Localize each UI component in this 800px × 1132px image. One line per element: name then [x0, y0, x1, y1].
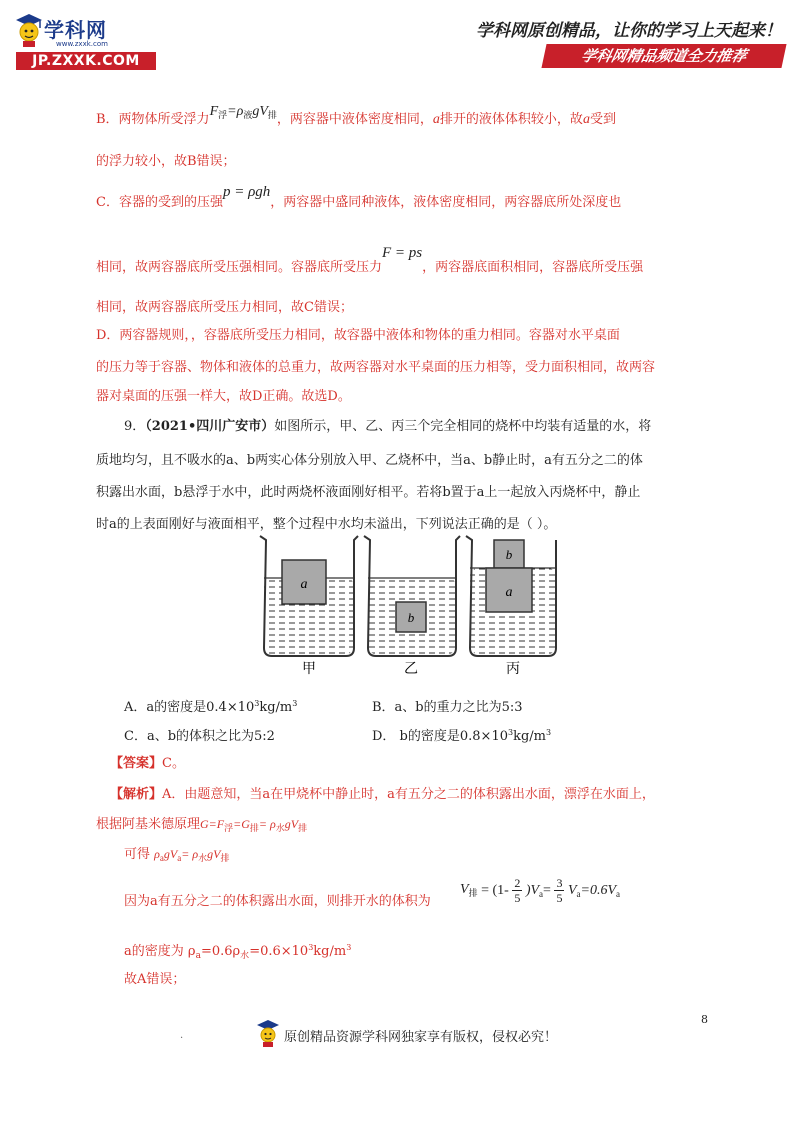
- analysis-d-line3: 器对桌面的压强一样大，故D正确。故选D。: [96, 389, 351, 404]
- formula-sub: 排: [468, 888, 478, 898]
- analysis-line5: [124, 940, 351, 961]
- analysis-line6: 故A错误；: [124, 972, 186, 987]
- block-a-label: a: [300, 577, 308, 592]
- unit: kg/m: [259, 700, 293, 715]
- formula-part: = ρ: [258, 817, 276, 831]
- text: B．两物体所受浮力: [96, 112, 210, 127]
- beaker-bing: [466, 536, 556, 677]
- analysis-c-line3: 相同，故两容器底所受压力相同，故C错误；: [96, 300, 353, 315]
- formula-sub: 水: [275, 823, 285, 833]
- formula-rho-sub: 液: [243, 110, 253, 120]
- beaker-yi-label: 乙: [404, 661, 418, 677]
- formula-sub: 排: [249, 823, 259, 833]
- logo-name: 学科网: [44, 18, 107, 42]
- question-number: 9．: [124, 419, 146, 434]
- answer-line: [110, 752, 185, 771]
- formula-v-sub: 排: [267, 110, 277, 120]
- analysis-c-line1: [96, 184, 622, 211]
- density-equation: [154, 847, 229, 861]
- question-line1: [124, 415, 651, 434]
- answer-value: C。: [162, 756, 185, 771]
- text: ，两容器中液体密度相同，: [276, 112, 433, 127]
- exponent: 3: [308, 943, 314, 952]
- text: 根据阿基米德原理: [96, 817, 201, 832]
- page-number: 8: [701, 1013, 708, 1026]
- formula-sub: a: [195, 951, 201, 961]
- exponent: 3: [254, 699, 260, 708]
- analysis-line1: [110, 783, 655, 802]
- footer-dot: .: [180, 1030, 184, 1041]
- text: C．容器的受到的压强: [96, 195, 223, 210]
- text: D． b的密度是0.8×10: [372, 729, 508, 744]
- footer-copyright: 原创精品资源学科网独家享有版权，侵权必究！: [284, 1030, 558, 1045]
- fraction-denominator: 5: [556, 891, 563, 905]
- fraction-numerator: 2: [514, 876, 521, 890]
- formula-sub: 浮: [224, 823, 234, 833]
- option-d: [372, 725, 551, 744]
- fraction-three-fifths: [554, 876, 564, 905]
- analysis-d-line2: 的压力等于容器、物体和液体的总重力，故两容器对水平桌面的压力相等，受力面积相同，故两容: [96, 360, 656, 375]
- formula-gv: gV: [252, 104, 268, 119]
- question-source: （2021•四川广安市）: [145, 419, 275, 434]
- formula-part: ρ: [232, 944, 241, 959]
- formula-part: =G: [233, 817, 250, 831]
- footer-mascot-icon: [256, 1018, 280, 1048]
- text: 相同，故两容器底所受压强相同。容器底所受压力: [96, 260, 383, 275]
- force-formula: F = ps: [382, 245, 423, 261]
- analysis-b-line2: 的浮力较小，故B错误；: [96, 154, 236, 169]
- formula-part: ρ: [187, 944, 196, 959]
- text: ，两容器中盛同种液体，液体密度相同，两容器底所处深度也: [270, 195, 622, 210]
- option-c: C．a、b的体积之比为5:2: [124, 729, 275, 744]
- formula-part: =0.6×10: [249, 944, 309, 959]
- formula-part: =0.6: [200, 944, 233, 959]
- answer-label: 【答案】: [110, 756, 163, 771]
- archimedes-formula: [200, 817, 307, 831]
- beaker-jia: [260, 536, 358, 677]
- analysis-b-line1: [96, 104, 616, 129]
- logo-banner: JP.ZXXK.COM: [16, 52, 156, 70]
- formula-part: G=F: [200, 817, 225, 831]
- formula-f-sub: 浮: [218, 110, 228, 120]
- analysis-d-line1: D．两容器规则，，容器底所受压力相同，故容器中液体和物体的重力相同。容器对水平桌面: [96, 328, 620, 343]
- formula-part: gV: [284, 817, 299, 831]
- block-b-label: b: [407, 610, 415, 625]
- block-b-label: b: [505, 547, 513, 562]
- beaker-yi: [364, 536, 460, 677]
- text: 如图所示，甲、乙、丙三个完全相同的烧杯中均装有适量的水，将: [274, 419, 652, 434]
- formula-sub: a: [616, 888, 620, 899]
- exponent: 3: [292, 699, 298, 708]
- logo-url: www.zxxk.com: [56, 40, 108, 48]
- exponent: 3: [546, 728, 552, 737]
- text: 受到: [589, 112, 616, 127]
- fraction-denominator: 5: [514, 891, 521, 905]
- formula-part: gV: [207, 847, 221, 861]
- formula-eq: =ρ: [227, 104, 244, 119]
- unit: kg/m: [313, 944, 347, 959]
- formula-part: )V: [525, 882, 540, 898]
- formula-sub: a: [539, 888, 544, 899]
- logo-mascot-icon: [14, 12, 44, 48]
- formula-sub: 排: [220, 853, 230, 863]
- formula-sub: a: [177, 853, 182, 863]
- beakers-figure: [258, 530, 558, 680]
- fraction-numerator: 3: [556, 876, 563, 890]
- text: 排开的液体体积较小，故: [439, 112, 583, 127]
- analysis-line2: [96, 813, 307, 834]
- formula-sub: 水: [198, 853, 208, 863]
- formula-sub: a: [576, 888, 581, 899]
- analysis-line4: 因为a有五分之二的体积露出水面，则排开水的体积为: [124, 894, 431, 909]
- text: ，两容器底面积相同，容器底所受压强: [422, 260, 644, 275]
- text: 可得: [124, 847, 151, 862]
- text: A．a的密度是0.4×10: [124, 700, 255, 715]
- formula-part: V: [460, 882, 469, 897]
- formula-part: = (1-: [481, 882, 509, 898]
- question-line2: 质地均匀，且不吸水的a、b两实心体分别放入甲、乙烧杯中，当a、b静止时，a有五分之二的体: [96, 453, 643, 468]
- exponent: 3: [346, 943, 352, 952]
- symbol-a: a: [582, 112, 590, 127]
- exponent: 3: [508, 728, 514, 737]
- unit: kg/m: [513, 729, 546, 744]
- formula-f: F: [209, 104, 219, 119]
- option-b: B．a、b的重力之比为5:3: [372, 700, 523, 715]
- buoyancy-formula: [210, 104, 277, 119]
- header-slogan: 学科网原创精品，让你的学习上天起来！: [476, 21, 782, 41]
- formula-sub: 水: [240, 951, 250, 961]
- beaker-bing-label: 丙: [506, 661, 520, 677]
- formula-sub: a: [159, 853, 164, 863]
- text: a的密度为: [124, 944, 184, 959]
- option-a: [124, 696, 297, 715]
- formula-sub: 排: [298, 823, 308, 833]
- formula-part: = ρ: [181, 847, 199, 861]
- text: A．由题意知，当a在甲烧杯中静止时，a有五分之二的体积露出水面，漂浮在水面上，: [162, 787, 655, 802]
- formula-part: =0.6V: [580, 882, 616, 898]
- question-line3: 积露出水面，b悬浮于水中，此时两烧杯液面刚好相平。若将b置于a上一起放入丙烧杯中，静止: [96, 485, 641, 500]
- pressure-formula: p = ρgh: [222, 184, 271, 200]
- formula-part: gV: [163, 847, 178, 861]
- formula-part: V: [567, 882, 577, 898]
- analysis-line3: [124, 843, 230, 864]
- analysis-c-line2: [96, 245, 644, 276]
- formula-part: ρ: [154, 847, 160, 861]
- displaced-volume-formula: [460, 876, 620, 905]
- question-line4: 时a的上表面刚好与液面相平，整个过程中水均未溢出，下列说法正确的是（ ）。: [96, 517, 557, 532]
- fraction-two-fifths: [512, 876, 522, 905]
- analysis-label: 【解析】: [110, 787, 163, 802]
- block-a-label: a: [505, 585, 513, 600]
- beaker-jia-label: 甲: [302, 661, 316, 677]
- formula-part: =: [543, 882, 551, 898]
- symbol-a: a: [432, 112, 440, 127]
- header-channel-banner: 学科网精品频道全力推荐: [541, 44, 786, 68]
